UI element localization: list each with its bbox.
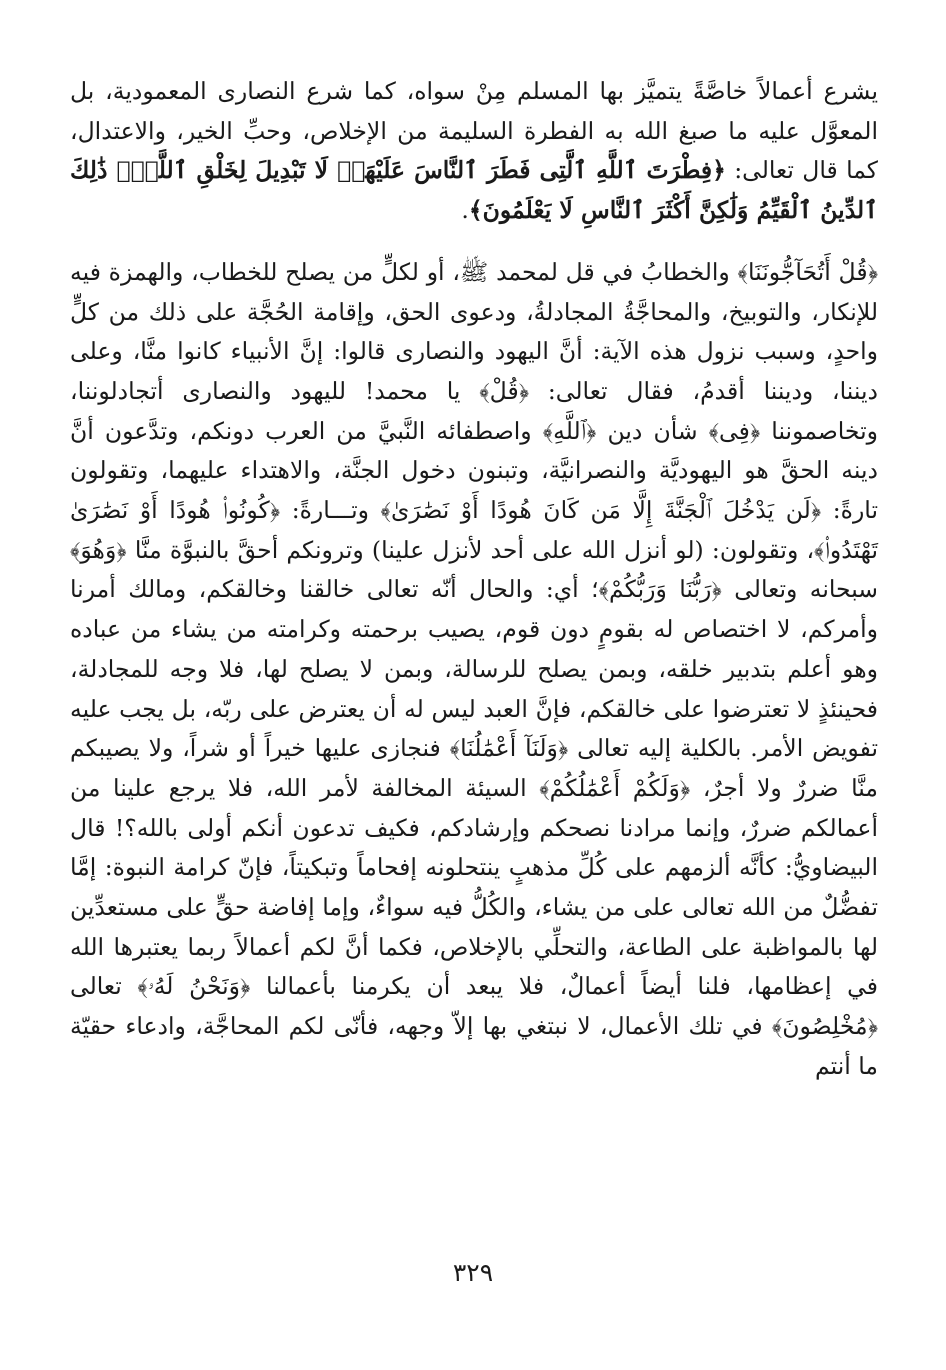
- page-body: [70, 72, 878, 1087]
- paragraph-1: [70, 72, 878, 231]
- paragraph-2: ﴿قُلْ أَتُحَآجُّونَنَا﴾ والخطابُ في قل لمحمد ﷺ، أو لكلٍّ من يصلح للخطاب، والهمزة فيه للإنكار، والتوبيخ، والمحاجَّةُ المجادلةُ، ودعوى الحق، وإقامة الحُجَّة على ذلك من كلٍّ واحدٍ، وسبب نزول هذه الآية: أنَّ اليهود والنصارى قالوا: إنَّ الأنبياء كانوا منَّا، وعلى ديننا، وديننا أقدمُ، فقال تعالى: ﴿قُلْ﴾ يا محمد! لليهود والنصارى أتجادلوننا، وتخاصموننا ﴿فِى﴾ شأن دين ﴿ٱللَّهِ﴾ واصطفائه النَّبيَّ من العرب دونكم، وتدَّعون أنَّ دينه الحقَّ هو اليهوديَّة والنصرانيَّة، وتبنون دخول الجنَّة، والاهتداء عليهما، وتقولون تارةً: ﴿لَن يَدْخُلَ ٱلْجَنَّةَ إِلَّا مَن كَانَ هُودًا أَوْ نَصَٰرَىٰ﴾ وتـــارةً: ﴿كُونُوا۟ هُودًا أَوْ نَصَٰرَىٰ تَهْتَدُوا۟﴾، وتقولون: (لو أنزل الله على أحد لأنزل علينا) وترونكم أحقَّ بالنبوَّة منَّا ﴿وَهُوَ﴾ سبحانه وتعالى ﴿رَبُّنَا وَرَبُّكُمْ﴾؛ أي: والحال أنّه تعالى خالقنا وخالقكم، ومالك أمرنا وأمركم، لا اختصاص له بقومٍ دون قوم، يصيب برحمته وكرامته من يشاء من عباده وهو أعلم بتدبير خلقه، وبمن يصلح للرسالة، وبمن لا يصلح لها، فلا وجه للمجادلة، فحينئذٍ لا تعترضوا على خالقكم، فإنَّ العبد ليس له أن يعترض على ربّه، بل يجب عليه تفويض الأمر. بالكلية إليه تعالى ﴿وَلَنَآ أَعْمَٰلُنَا﴾ فنجازى عليها خيراً أو شراً، ولا يصيبكم منَّا ضررٌ ولا أجرٌ، ﴿وَلَكُمْ أَعْمَٰلُكُمْ﴾ السيئة المخالفة لأمر الله، فلا يرجع علينا من أعمالكم ضررٌ، وإنما مرادنا نصحكم وإرشادكم، فكيف تدعون أنكم أولى بالله؟! قال البيضاويُّ: كأنَّه ألزمهم على كُلِّ مذهبٍ ينتحلونه إفحاماً وتبكيتاً، فإنّ كرامة النبوة: إمَّا تفضُّلٌ من الله تعالى على من يشاء، والكُلُّ فيه سواءٌ، وإما إفاضة حقٍّ على مستعدِّين لها بالمواظبة على الطاعة، والتحلِّي بالإخلاص، فكما أنَّ لكم أعمالاً ربما يعتبرها الله في إعظامها، فلنا أيضاً أعمالٌ، فلا يبعد أن يكرمنا بأعمالنا ﴿وَنَحْنُ لَهُۥ﴾ تعالى ﴿مُخْلِصُونَ﴾ في تلك الأعمال، لا نبتغي بها إلاّ وجهه، فأنّى لكم المحاجَّة، وادعاء حقيّة ما أنتم: [70, 257, 878, 1080]
- paragraph-1-text: يشرع أعمالاً خاصَّةً يتميَّز بها المسلم مِنْ سواه، كما شرع النصارى المعمودية، بل المعوَّل عليه ما صبغ الله به الفطرة السليمة من الإخلاص، وحبِّ الخير، والاعتدال، كما قال تعالى:: [70, 77, 878, 185]
- page-number: ٣٢٩: [452, 1258, 494, 1287]
- quran-verse-fitrat-allah: ﴿فِطْرَتَ ٱللَّهِ ٱلَّتِى فَطَرَ ٱلنَّاسَ عَلَيْهَاۚ لَا تَبْدِيلَ لِخَلْقِ ٱللَّهِۚ ذَٰلِكَ ٱلدِّينُ ٱلْقَيِّمُ وَلَٰكِنَّ أَكْثَرَ ٱلنَّاسِ لَا يَعْلَمُونَ﴾: [70, 156, 878, 225]
- paragraph-1-end: .: [461, 196, 469, 225]
